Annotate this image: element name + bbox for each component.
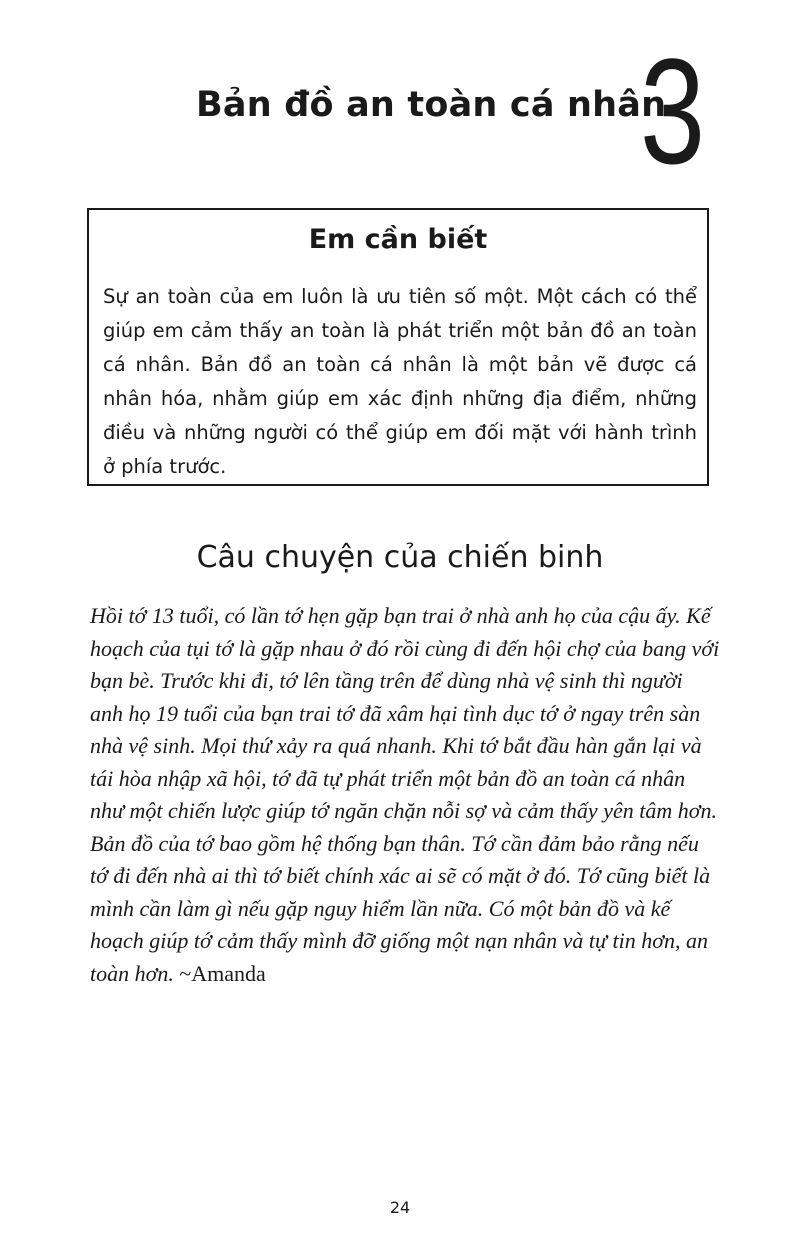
chapter-title: Bản đồ an toàn cá nhân: [196, 85, 667, 125]
story-body: [90, 600, 720, 990]
know-box-heading: Em cần biết: [308, 224, 488, 255]
chapter-number: 3: [640, 27, 706, 195]
story-text: Hồi tớ 13 tuổi, có lần tớ hẹn gặp bạn trai ở nhà anh họ của cậu ấy. Kế hoạch của tụi tớ là gặp nhau ở đó rồi cùng đi đến hội chợ của bang với bạn bè. Trước khi đi, tớ lên tầng trên để dùng nhà vệ sinh thì người anh họ 19 tuổi của bạn trai tớ đã xâm hại tình dục tớ ở ngay trên sàn nhà vệ sinh. Mọi thứ xảy ra quá nhanh. Khi tớ bắt đầu hàn gắn lại và tái hòa nhập xã hội, tớ đã tự phát triển một bản đồ an toàn cá nhân như một chiến lược giúp tớ ngăn chặn nỗi sợ và cảm thấy yên tâm hơn. Bản đồ của tớ bao gồm hệ thống bạn thân. Tớ cần đảm bảo rằng nếu tớ đi đến nhà ai thì tớ biết chính xác ai sẽ có mặt ở đó. Tớ cũng biết là mình cần làm gì nếu gặp nguy hiểm lần nữa. Có một bản đồ và kế hoạch giúp tớ cảm thấy mình đỡ giống một nạn nhân và tự tin hơn, an toàn hơn.: [90, 603, 720, 986]
story-author: ~Amanda: [179, 960, 266, 986]
know-box-body: Sự an toàn của em luôn là ưu tiên số một. Một cách có thể giúp em cảm thấy an toàn là phát triển một bản đồ an toàn cá nhân. Bản đồ an toàn cá nhân là một bản vẽ được cá nhân hóa, nhằm giúp em xác định những địa điểm, những điều và những người có thể giúp em đối mặt với hành trình ở phía trước.: [103, 285, 697, 478]
page-number: 24: [389, 1198, 411, 1217]
chapter-header: [0, 0, 800, 200]
know-box: [87, 208, 709, 486]
story-heading: Câu chuyện của chiến binh: [196, 540, 604, 575]
